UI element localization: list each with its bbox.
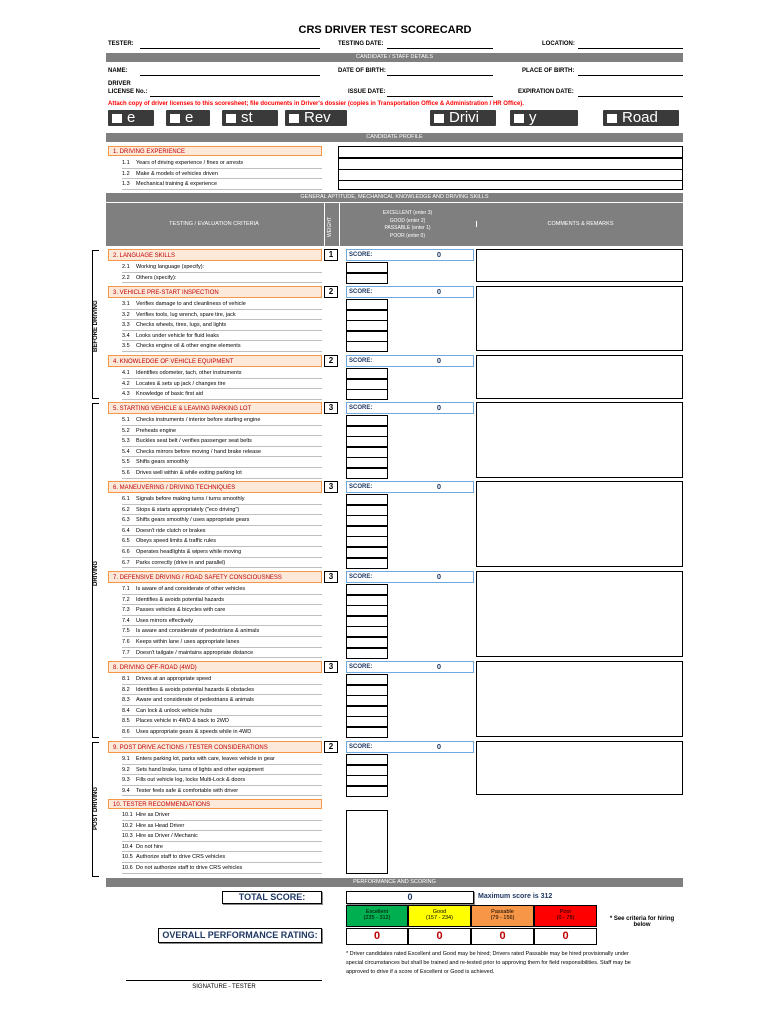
list-item: 5.6 Drives well within & while exiting parking lot <box>122 468 322 479</box>
list-item: 9.2 Sets hand brake, turns of lights and other equipment <box>122 765 322 776</box>
score-cell[interactable] <box>346 536 388 547</box>
location-label: LOCATION: <box>542 41 575 47</box>
score-label: SCORE: <box>349 289 373 295</box>
rating-good-value: 0 <box>408 928 471 945</box>
score-label: SCORE: <box>349 574 373 580</box>
checkbox-pill[interactable]: Drivi <box>430 110 496 126</box>
checkbox-icon[interactable] <box>432 112 446 125</box>
list-item: 8.5 Places vehicle in 4WD & back to 2WD <box>122 716 322 727</box>
section-header: 10. TESTER RECOMMENDATIONS <box>108 799 322 809</box>
name-label: NAME: <box>108 68 128 74</box>
section-header: 8. DRIVING OFF-ROAD (4WD) <box>108 661 322 673</box>
score-cell[interactable] <box>346 436 388 447</box>
section-header: 1. DRIVING EXPERIENCE <box>108 146 322 156</box>
criteria-label: TESTING / EVALUATION CRITERIA <box>169 221 259 227</box>
checkbox-pill[interactable]: Rev <box>285 110 347 126</box>
dob-label: DATE OF BIRTH: <box>338 68 386 74</box>
list-item: 9.4 Tester feels safe & comfortable with driver <box>122 786 322 797</box>
total-score-value: 0 <box>346 891 474 904</box>
comments-box[interactable] <box>476 571 683 657</box>
comments-box[interactable] <box>476 402 683 478</box>
list-item: 7.7 Doesn't tailgate / maintains appropriate distance <box>122 648 322 659</box>
pob-field[interactable] <box>578 75 683 76</box>
list-item: 3.1 Verifies damage to and cleanliness of vehicle <box>122 299 322 310</box>
before-driving-label: BEFORE DRIVING <box>93 300 99 352</box>
score-cell[interactable] <box>346 426 388 437</box>
list-item: 6.4 Doesn't ride clutch or brakes <box>122 526 322 537</box>
list-item[interactable]: 10.1 Hire as Driver <box>122 810 322 821</box>
checkbox-icon[interactable] <box>110 112 124 125</box>
score-value: 0 <box>436 742 441 751</box>
list-item: 9.1 Enters parking lot, parks with care, leaves vehicle in gear <box>122 754 322 765</box>
section-score <box>346 741 474 753</box>
score-cell[interactable] <box>346 648 388 659</box>
license-label-1: DRIVER <box>108 81 131 87</box>
score-cell[interactable] <box>346 626 388 637</box>
score-cell[interactable] <box>346 526 388 537</box>
score-value: 0 <box>436 356 441 365</box>
rating-poor: Poor (0 - 78) <box>534 905 597 927</box>
comments-box[interactable] <box>476 741 683 795</box>
score-label: SCORE: <box>349 484 373 490</box>
list-item: 6.2 Stops & starts appropriately ("eco driving") <box>122 505 322 516</box>
list-item: 9.3 Fills out vehicle log, locks Multi-Lock & doors <box>122 775 322 786</box>
weight-value: 2 <box>324 355 338 367</box>
score-cell[interactable] <box>346 754 388 765</box>
list-item: 6.3 Shifts gears smoothly / uses appropriate gears <box>122 515 322 526</box>
checkbox-icon[interactable] <box>512 112 526 125</box>
overall-rating-label: OVERALL PERFORMANCE RATING: <box>158 928 322 943</box>
list-item: 8.1 Drives at an appropriate speed <box>122 674 322 685</box>
list-item[interactable]: 10.5 Authorize staff to drive CRS vehicles <box>122 852 322 863</box>
signature-label: SIGNATURE - TESTER <box>192 984 256 990</box>
rating-good: Good (157 - 234) <box>408 905 471 927</box>
list-item: 6.1 Signals before making turns / turns smoothly <box>122 494 322 505</box>
issue-date-label: ISSUE DATE: <box>348 89 386 95</box>
list-item[interactable]: 10.2 Hire as Head Driver <box>122 821 322 832</box>
list-item: 7.2 Identifies & avoids potential hazards <box>122 595 322 606</box>
checkbox-pill[interactable]: st <box>222 110 278 126</box>
list-item: 5.2 Preheats engine <box>122 426 322 437</box>
score-cell[interactable] <box>346 716 388 727</box>
expiration-date-field[interactable] <box>578 96 683 97</box>
score-cell[interactable] <box>346 494 388 505</box>
list-item: 8.6 Uses appropriate gears & speeds while in 4WD <box>122 727 322 738</box>
comments-box[interactable] <box>476 661 683 737</box>
list-item: 7.3 Passes vehicles & bicycles with care <box>122 605 322 616</box>
score-value: 0 <box>436 662 441 671</box>
list-item: 8.2 Identifies & avoids potential hazards & obstacles <box>122 685 322 696</box>
score-value: 0 <box>436 287 441 296</box>
weight-label: WEIGHT <box>327 217 333 237</box>
weight-value: 2 <box>324 286 338 298</box>
list-item: 7.6 Keeps within lane / uses appropriate lanes <box>122 637 322 648</box>
score-cell[interactable] <box>346 415 388 426</box>
list-item: 7.4 Uses mirrors effectively <box>122 616 322 627</box>
list-item: 2.2 Others (specify): <box>122 273 322 284</box>
section-score <box>346 571 474 583</box>
score-cell[interactable] <box>346 616 388 627</box>
score-cell[interactable] <box>346 706 388 717</box>
checkbox-icon[interactable] <box>224 112 238 125</box>
score-cell[interactable] <box>346 320 388 331</box>
score-cell[interactable] <box>346 695 388 706</box>
score-cell[interactable] <box>346 273 388 284</box>
score-cell[interactable] <box>346 775 388 786</box>
list-item: 3.4 Looks under vehicle for fluid leaks <box>122 331 322 342</box>
weight-value: 2 <box>324 741 338 753</box>
section-score <box>346 481 474 493</box>
list-item: 5.5 Shifts gears smoothly <box>122 457 322 468</box>
candidate-profile-band: CANDIDATE PROFILE <box>106 133 683 142</box>
recommend-items <box>122 810 322 874</box>
score-cell[interactable] <box>346 674 388 685</box>
list-item: 7.1 Is aware of and considerate of other vehicles <box>122 584 322 595</box>
page-title: CRS DRIVER TEST SCORECARD <box>298 24 472 36</box>
score-cell[interactable] <box>346 727 388 738</box>
checkbox-pill[interactable]: Road <box>603 110 679 126</box>
comments-box[interactable] <box>476 249 683 282</box>
recommend-score-cells[interactable] <box>346 810 388 874</box>
score-cell[interactable] <box>346 457 388 468</box>
comments-box[interactable] <box>476 481 683 567</box>
section-header: 5. STARTING VEHICLE & LEAVING PARKING LOT <box>108 402 322 414</box>
section-score <box>346 355 474 367</box>
score-label: SCORE: <box>349 744 373 750</box>
score-cell[interactable] <box>346 505 388 516</box>
rating-excellent: Excellent (235 - 312) <box>346 905 408 927</box>
score-cell[interactable] <box>346 584 388 595</box>
score-cell[interactable] <box>346 389 388 400</box>
hiring-note: * Driver candidates rated Excellent and Good may be hired; Drivers rated Passable may be hired provisionally under special circumstances but shall be trained and re-tested prior to approving them for field responsibilities. Staff may be approved to drive if a score of Excellent or Good is achieved. <box>346 951 631 975</box>
driving-label: DRIVING <box>93 560 99 586</box>
checkbox-icon[interactable] <box>605 112 619 125</box>
list-item: 4.3 Knowledge of basic first aid <box>122 389 322 400</box>
section-score <box>346 249 474 261</box>
list-item: 1.2 Make & models of vehicles driven <box>122 169 322 180</box>
profile-items <box>122 158 322 190</box>
checkbox-pill[interactable]: e <box>108 110 154 126</box>
comments-label: COMMENTS & REMARKS <box>476 221 684 227</box>
score-value: 0 <box>436 482 441 491</box>
list-item[interactable]: 10.4 Do not hire <box>122 842 322 853</box>
list-item: 6.5 Obeys speed limits & traffic rules <box>122 536 322 547</box>
profile-input[interactable] <box>338 180 683 190</box>
score-cell[interactable] <box>346 341 388 352</box>
total-score-label: TOTAL SCORE: <box>222 891 322 904</box>
performance-band: PERFORMANCE AND SCORING <box>106 878 683 887</box>
section-header: 9. POST DRIVE ACTIONS / TESTER CONSIDERATIONS <box>108 741 322 753</box>
score-cell[interactable] <box>346 515 388 526</box>
license-label-2: LICENSE No.: <box>108 89 148 95</box>
criteria-note: * See criteria for hiring below <box>609 916 675 928</box>
section-score <box>346 402 474 414</box>
signature-line[interactable] <box>126 980 322 981</box>
score-cell[interactable] <box>346 468 388 479</box>
weight-value: 3 <box>324 571 338 583</box>
section-header: 2. LANGUAGE SKILLS <box>108 249 322 261</box>
score-cell[interactable] <box>346 299 388 310</box>
dob-field[interactable] <box>387 75 493 76</box>
section-header: 7. DEFENSIVE DRIVING / ROAD SAFETY CONSCIOUSNESS <box>108 571 322 583</box>
weight-value: 3 <box>324 661 338 673</box>
general-aptitude-band: GENERAL APTITUDE, MECHANICAL KNOWLEDGE AND DRIVING SKILLS <box>106 193 683 202</box>
list-item: 6.6 Operates headlights & wipers while moving <box>122 547 322 558</box>
list-item: 7.5 Is aware and considerate of pedestrians & animals <box>122 626 322 637</box>
list-item: 2.1 Working language (specify): <box>122 262 322 273</box>
tester-label: TESTER: <box>108 41 134 47</box>
score-cell[interactable] <box>346 786 388 797</box>
list-item: 1.1 Years of driving experience / fines or arrests <box>122 158 322 169</box>
list-item: 6.7 Parks correctly (drive in and parallel) <box>122 558 322 569</box>
list-item: 5.4 Checks mirrors before moving / hand brake release <box>122 447 322 458</box>
score-cell[interactable] <box>346 447 388 458</box>
list-item: 3.2 Verifies tools, lug wrench, spare tire, jack <box>122 310 322 321</box>
score-cell[interactable] <box>346 595 388 606</box>
score-cell[interactable] <box>346 379 388 390</box>
list-item: 3.5 Checks engine oil & other engine elements <box>122 341 322 352</box>
list-item[interactable]: 10.6 Do not authorize staff to drive CRS vehicles <box>122 863 322 874</box>
list-item: 5.3 Buckles seat belt / verifies passenger seat belts <box>122 436 322 447</box>
checkbox-icon[interactable] <box>287 112 301 125</box>
comments-box[interactable] <box>476 355 683 399</box>
issue-date-field[interactable] <box>387 96 493 97</box>
score-label: SCORE: <box>349 252 373 258</box>
list-item: 5.1 Checks instruments / interior before starting engine <box>122 415 322 426</box>
section-header: 3. VEHICLE PRE-START INSPECTION <box>108 286 322 298</box>
section-score <box>346 286 474 298</box>
score-cell[interactable] <box>346 637 388 648</box>
score-cell[interactable] <box>346 547 388 558</box>
checkbox-pill[interactable]: e <box>166 110 210 126</box>
rating-passable: Passable (79 - 156) <box>471 905 534 927</box>
post-driving-label: POST DRIVING <box>93 786 99 830</box>
rating-passable-value: 0 <box>471 928 534 945</box>
rating-excellent-value: 0 <box>346 928 408 945</box>
score-value: 0 <box>436 572 441 581</box>
tester-field[interactable] <box>140 48 320 49</box>
list-item: 8.3 Aware and considerate of pedestrians & animals <box>122 695 322 706</box>
score-cell[interactable] <box>346 310 388 321</box>
weight-value: 1 <box>324 249 338 261</box>
score-label: SCORE: <box>349 358 373 364</box>
checkbox-icon[interactable] <box>168 112 182 125</box>
checkbox-pill[interactable]: y <box>510 110 578 126</box>
section-header: 6. MANEUVERING / DRIVING TECHNIQUES <box>108 481 322 493</box>
score-cell[interactable] <box>346 685 388 696</box>
score-cell[interactable] <box>346 331 388 342</box>
license-field[interactable] <box>150 96 320 97</box>
scale-legend: EXCELLENT (enter 3) GOOD (enter 2) PASSABLE (enter 1) POOR (enter 0) <box>382 210 433 239</box>
list-item: 3.3 Checks wheels, tires, lugs, and lights <box>122 320 322 331</box>
score-cell[interactable] <box>346 262 388 273</box>
max-score-text: Maximum score is 312 <box>478 893 553 900</box>
candidate-details-band: CANDIDATE / STAFF DETAILS <box>106 53 683 62</box>
score-label: SCORE: <box>349 405 373 411</box>
list-item: 4.1 Identifies odometer, tach, other instruments <box>122 368 322 379</box>
score-value: 0 <box>436 250 441 259</box>
score-cell[interactable] <box>346 368 388 379</box>
list-item: 8.4 Can lock & unlock vehicle hubs <box>122 706 322 717</box>
comments-box[interactable] <box>476 286 683 351</box>
testing-date-label: TESTING DATE: <box>338 41 384 47</box>
score-cell[interactable] <box>346 558 388 569</box>
expiration-date-label: EXPIRATION DATE: <box>518 89 574 95</box>
rating-poor-value: 0 <box>534 928 597 945</box>
testing-date-field[interactable] <box>387 48 493 49</box>
location-field[interactable] <box>578 48 683 49</box>
pob-label: PLACE OF BIRTH: <box>522 68 575 74</box>
section-score <box>346 661 474 673</box>
score-cell[interactable] <box>346 765 388 776</box>
section-header: 4. KNOWLEDGE OF VEHICLE EQUIPMENT <box>108 355 322 367</box>
weight-value: 3 <box>324 481 338 493</box>
list-item: 4.2 Locates & sets up jack / changes tire <box>122 379 322 390</box>
list-item[interactable]: 10.3 Hire as Driver / Mechanic <box>122 831 322 842</box>
attach-warning: Attach copy of driver licenses to this scoresheet; file documents in Driver's dossier (copies in Transportation Office & Administration / HR Office). <box>108 101 524 107</box>
score-label: SCORE: <box>349 664 373 670</box>
profile-box[interactable] <box>338 146 683 158</box>
score-cell[interactable] <box>346 605 388 616</box>
weight-value: 3 <box>324 402 338 414</box>
name-field[interactable] <box>140 75 320 76</box>
score-value: 0 <box>436 403 441 412</box>
list-item: 1.3 Mechanical training & experience <box>122 179 322 190</box>
